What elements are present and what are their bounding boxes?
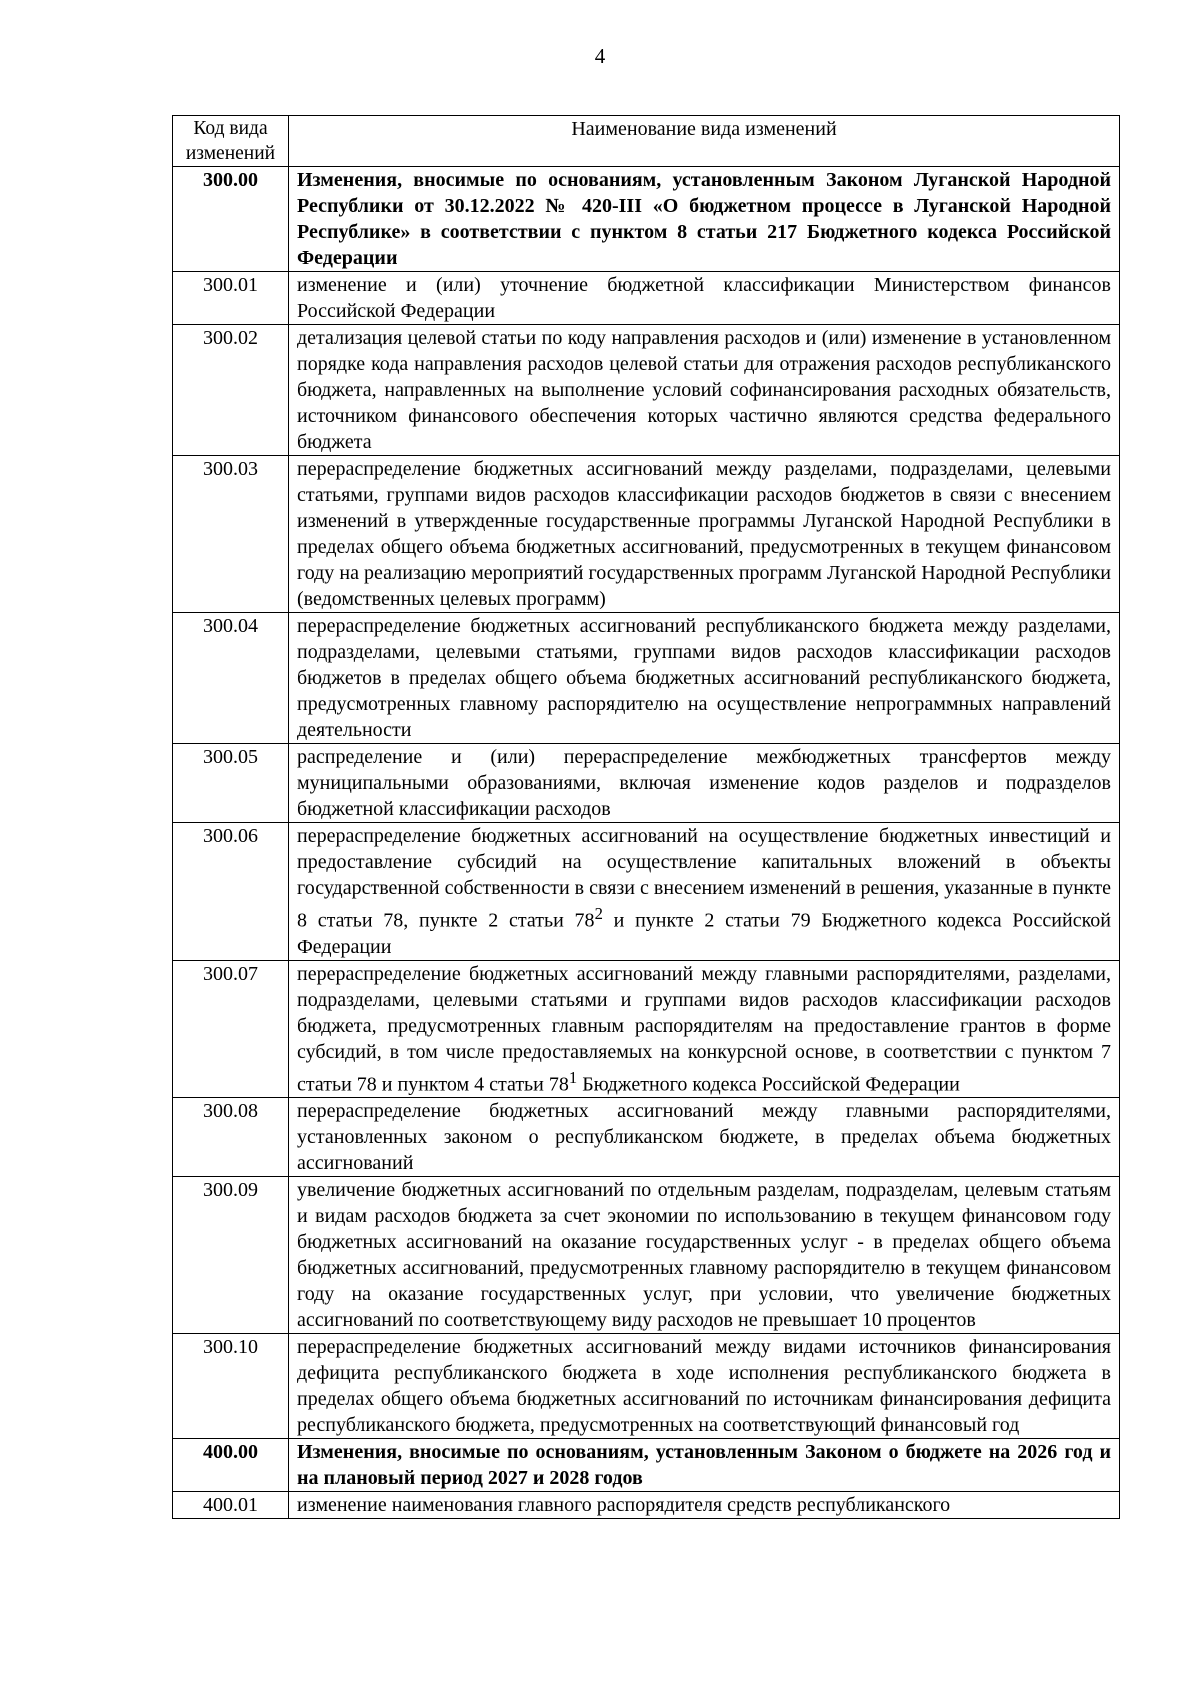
row-code: 300.10 [173, 1334, 289, 1439]
code-column-header [173, 116, 289, 167]
table-row [173, 1439, 1120, 1492]
row-description-text: перераспределение бюджетных ассигнований между главными распорядителями, установленных законом о республиканском бюджете, в пределах объема бюджетных ассигнований [297, 1100, 1111, 1175]
row-description-text: перераспределение бюджетных ассигнований республиканского бюджета между разделами, подразделами, целевыми статьями, группами видов расходов классификации расходов бюджетов в пределах общего объема бюджетных ассигнований республиканского бюджета, предусмотренных главному распорядителю на осуществление непрограммных направлений деятельности [297, 615, 1111, 741]
row-code: 300.03 [173, 456, 289, 613]
table-row [173, 960, 1120, 1098]
article-superscript: 2 [594, 904, 603, 923]
row-description-text: Изменения, вносимые по основаниям, установленным Законом Луганской Народной Республики от 30.12.2022 № 420-III «О бюджетном процессе в Луганской Народной Республике» в соответствии с пунктом 8 статьи 217 Бюджетного кодекса Российской Федерации [297, 169, 1111, 269]
page-number: 4 [594, 44, 606, 68]
article-superscript: 1 [568, 1067, 578, 1087]
changes-table [172, 115, 1120, 1519]
table-row [173, 613, 1120, 744]
table-row [173, 1098, 1120, 1177]
table-body [173, 167, 1120, 1519]
row-description [289, 1334, 1120, 1439]
row-code: 300.01 [173, 272, 289, 325]
row-description-text: Изменения, вносимые по основаниям, установленным Законом о бюджете на 2026 год и на плановый период 2027 и 2028 годов [297, 1441, 1111, 1490]
row-code: 300.05 [173, 744, 289, 823]
row-description [289, 1492, 1120, 1519]
table-row [173, 1492, 1120, 1519]
row-description-text-continued: Бюджетного кодекса Российской Федерации [577, 1073, 960, 1096]
row-description-text: перераспределение бюджетных ассигнований между видами источников финансирования дефицита республиканского бюджета в ходе исполнения республиканского бюджета в пределах общего объема бюджетных ассигнований по источникам финансирования дефицита республиканского бюджета, предусмотренных на соответствующий финансовый год [297, 1336, 1111, 1437]
row-description [289, 613, 1120, 744]
table-row [173, 744, 1120, 823]
row-description-text: изменение и (или) уточнение бюджетной классификации Министерством финансов Российской Федерации [297, 274, 1111, 322]
row-description-text: увеличение бюджетных ассигнований по отдельным разделам, подразделам, целевым статьям и видам расходов бюджета за счет экономии по использованию в текущем финансовом году бюджетных ассигнований на оказание государственных услуг - в пределах общего объема бюджетных ассигнований, предусмотренных главному распорядителю в текущем финансовом году на оказание государственных услуг, при условии, что увеличение бюджетных ассигнований по соответствующему виду расходов не превышает 10 процентов [297, 1179, 1111, 1332]
row-code: 300.02 [173, 325, 289, 456]
row-code: 300.04 [173, 613, 289, 744]
row-description [289, 744, 1120, 823]
row-code: 300.09 [173, 1177, 289, 1334]
row-code: 300.00 [173, 167, 289, 272]
row-description [289, 325, 1120, 456]
table-row [173, 167, 1120, 272]
row-code: 400.01 [173, 1492, 289, 1519]
row-description [289, 823, 1120, 961]
row-code: 400.00 [173, 1439, 289, 1492]
row-code: 300.07 [173, 960, 289, 1098]
row-description-text: изменение наименования главного распорядителя средств республиканского [297, 1494, 951, 1517]
row-description-text: детализация целевой статьи по коду направления расходов и (или) изменение в установленном порядке кода направления расходов целевой статьи для отражения расходов республиканского бюджета, направленных на выполнение условий софинансирования расходных обязательств, источником финансового обеспечения которых частично являются средства федерального бюджета [297, 327, 1111, 453]
row-description [289, 272, 1120, 325]
table-row [173, 823, 1120, 961]
row-description [289, 167, 1120, 272]
table-header-row [173, 116, 1120, 167]
row-code: 300.08 [173, 1098, 289, 1177]
row-description [289, 1098, 1120, 1177]
table-row [173, 325, 1120, 456]
table-row [173, 272, 1120, 325]
table-row [173, 1334, 1120, 1439]
row-description-text: перераспределение бюджетных ассигнований между главными распорядителями, разделами, подразделами, целевыми статьями и группами видов расходов классификации расходов бюджета, предусмотренных главным распорядителям на предоставление грантов в форме субсидий, в том числе предоставляемых на конкурсной основе, в соответствии с пунктом 7 статьи 78 и пунктом 4 статьи 78 [297, 962, 1111, 1096]
row-description-text-continued: и пункте 2 статьи 79 Бюджетного кодекса Российской Федерации [297, 909, 1111, 958]
row-description-text: перераспределение бюджетных ассигнований на осуществление бюджетных инвестиций и предоставление субсидий на осуществление капитальных вложений в объекты государственной собственности в связи с внесением изменений в решения, указанные в пункте 8 статьи 78, пункте 2 статьи 78 [297, 825, 1111, 932]
row-description [289, 1177, 1120, 1334]
row-description [289, 960, 1120, 1098]
code-header-line2: изменений [185, 143, 276, 164]
row-description [289, 1439, 1120, 1492]
table-row [173, 1177, 1120, 1334]
code-header-line1: Код вида [193, 118, 268, 139]
name-column-header: Наименование вида изменений [289, 116, 1120, 167]
table-row [173, 456, 1120, 613]
row-description-text: распределение и (или) перераспределение межбюджетных трансфертов между муниципальными образованиями, включая изменение кодов разделов и подразделов бюджетной классификации расходов [297, 746, 1111, 820]
row-description-text: перераспределение бюджетных ассигнований между разделами, подразделами, целевыми статьями, группами видов расходов классификации расходов бюджетов в связи с внесением изменений в утвержденные государственные программы Луганской Народной Республики в пределах общего объема бюджетных ассигнований, предусмотренных в текущем финансовом году на реализацию мероприятий государственных программ Луганской Народной Республики (ведомственных целевых программ) [297, 458, 1111, 610]
row-description [289, 456, 1120, 613]
row-code: 300.06 [173, 823, 289, 961]
